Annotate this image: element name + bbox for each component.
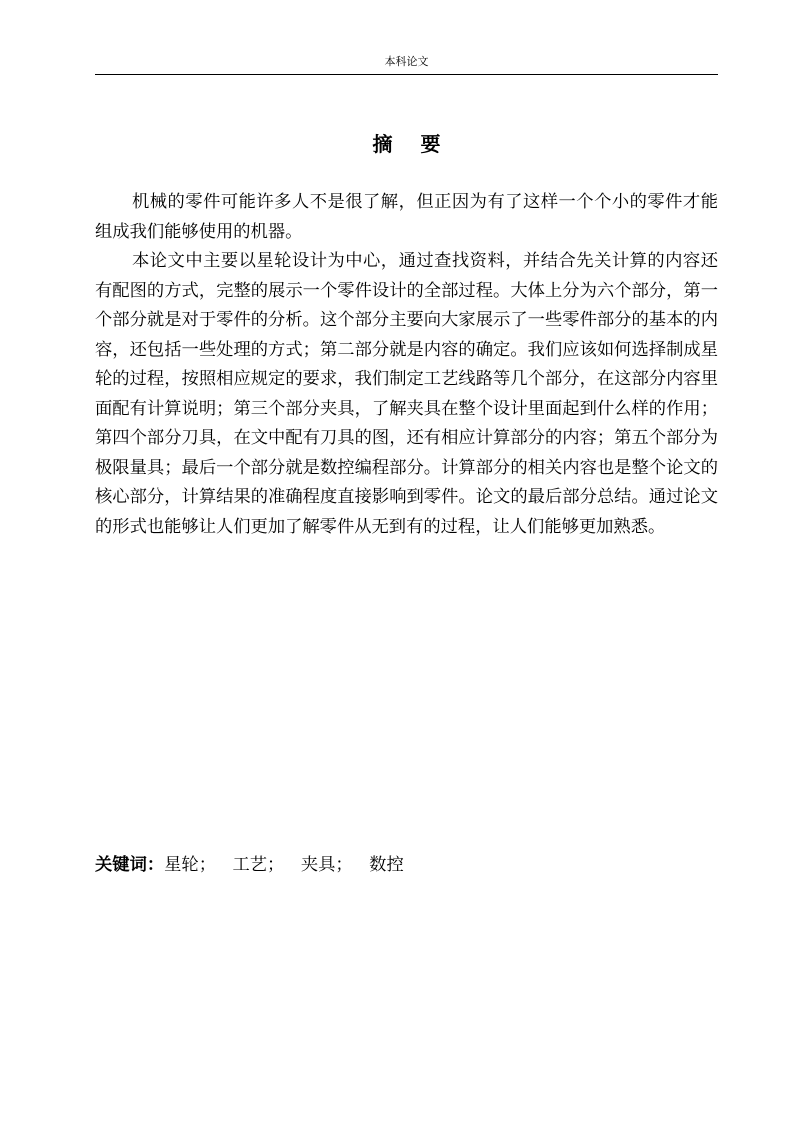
abstract-paragraph-2: 本论文中主要以星轮设计为中心，通过查找资料，并结合先关计算的内容还有配图的方式，完整的展示一个零件设计的全部过程。大体上分为六个部分，第一个部分就是对于零件的分析。这个部分主要向大家展示了一些零件部分的基本的内容，还包括一些处理的方式；第二部分就是内容的确定。我们应该如何选择制成星轮的过程，按照相应规定的要求，我们制定工艺线路等几个部分，在这部分内容里面配有计算说明；第三个部分夹具，了解夹具在整个设计里面起到什么样的作用；第四个部分刀具，在文中配有刀具的图，还有相应计算部分的内容；第五个部分为极限量具；最后一个部分就是数控编程部分。计算部分的相关内容也是整个论文的核心部分，计算结果的准确程度直接影响到零件。论文的最后部分总结。通过论文的形式也能够让人们更加了解零件从无到有的过程，让人们能够更加熟悉。 <box>95 251 718 537</box>
keyword-3: 夹具； <box>300 855 353 875</box>
abstract-body <box>95 188 718 542</box>
running-header-title: 本科论文 <box>384 55 429 68</box>
abstract-paragraph-1: 机械的零件可能许多人不是很了解，但正因为有了这样一个个小的零件才能组成我们能够使用的机器。 <box>95 192 718 242</box>
keyword-2: 工艺； <box>232 855 285 875</box>
keywords-label: 关键词： <box>95 855 165 875</box>
keywords-line <box>95 852 718 878</box>
running-header <box>95 54 718 75</box>
keyword-1: 星轮； <box>164 855 216 875</box>
abstract-title: 摘要 <box>372 132 469 156</box>
keyword-4: 数控 <box>369 855 404 875</box>
